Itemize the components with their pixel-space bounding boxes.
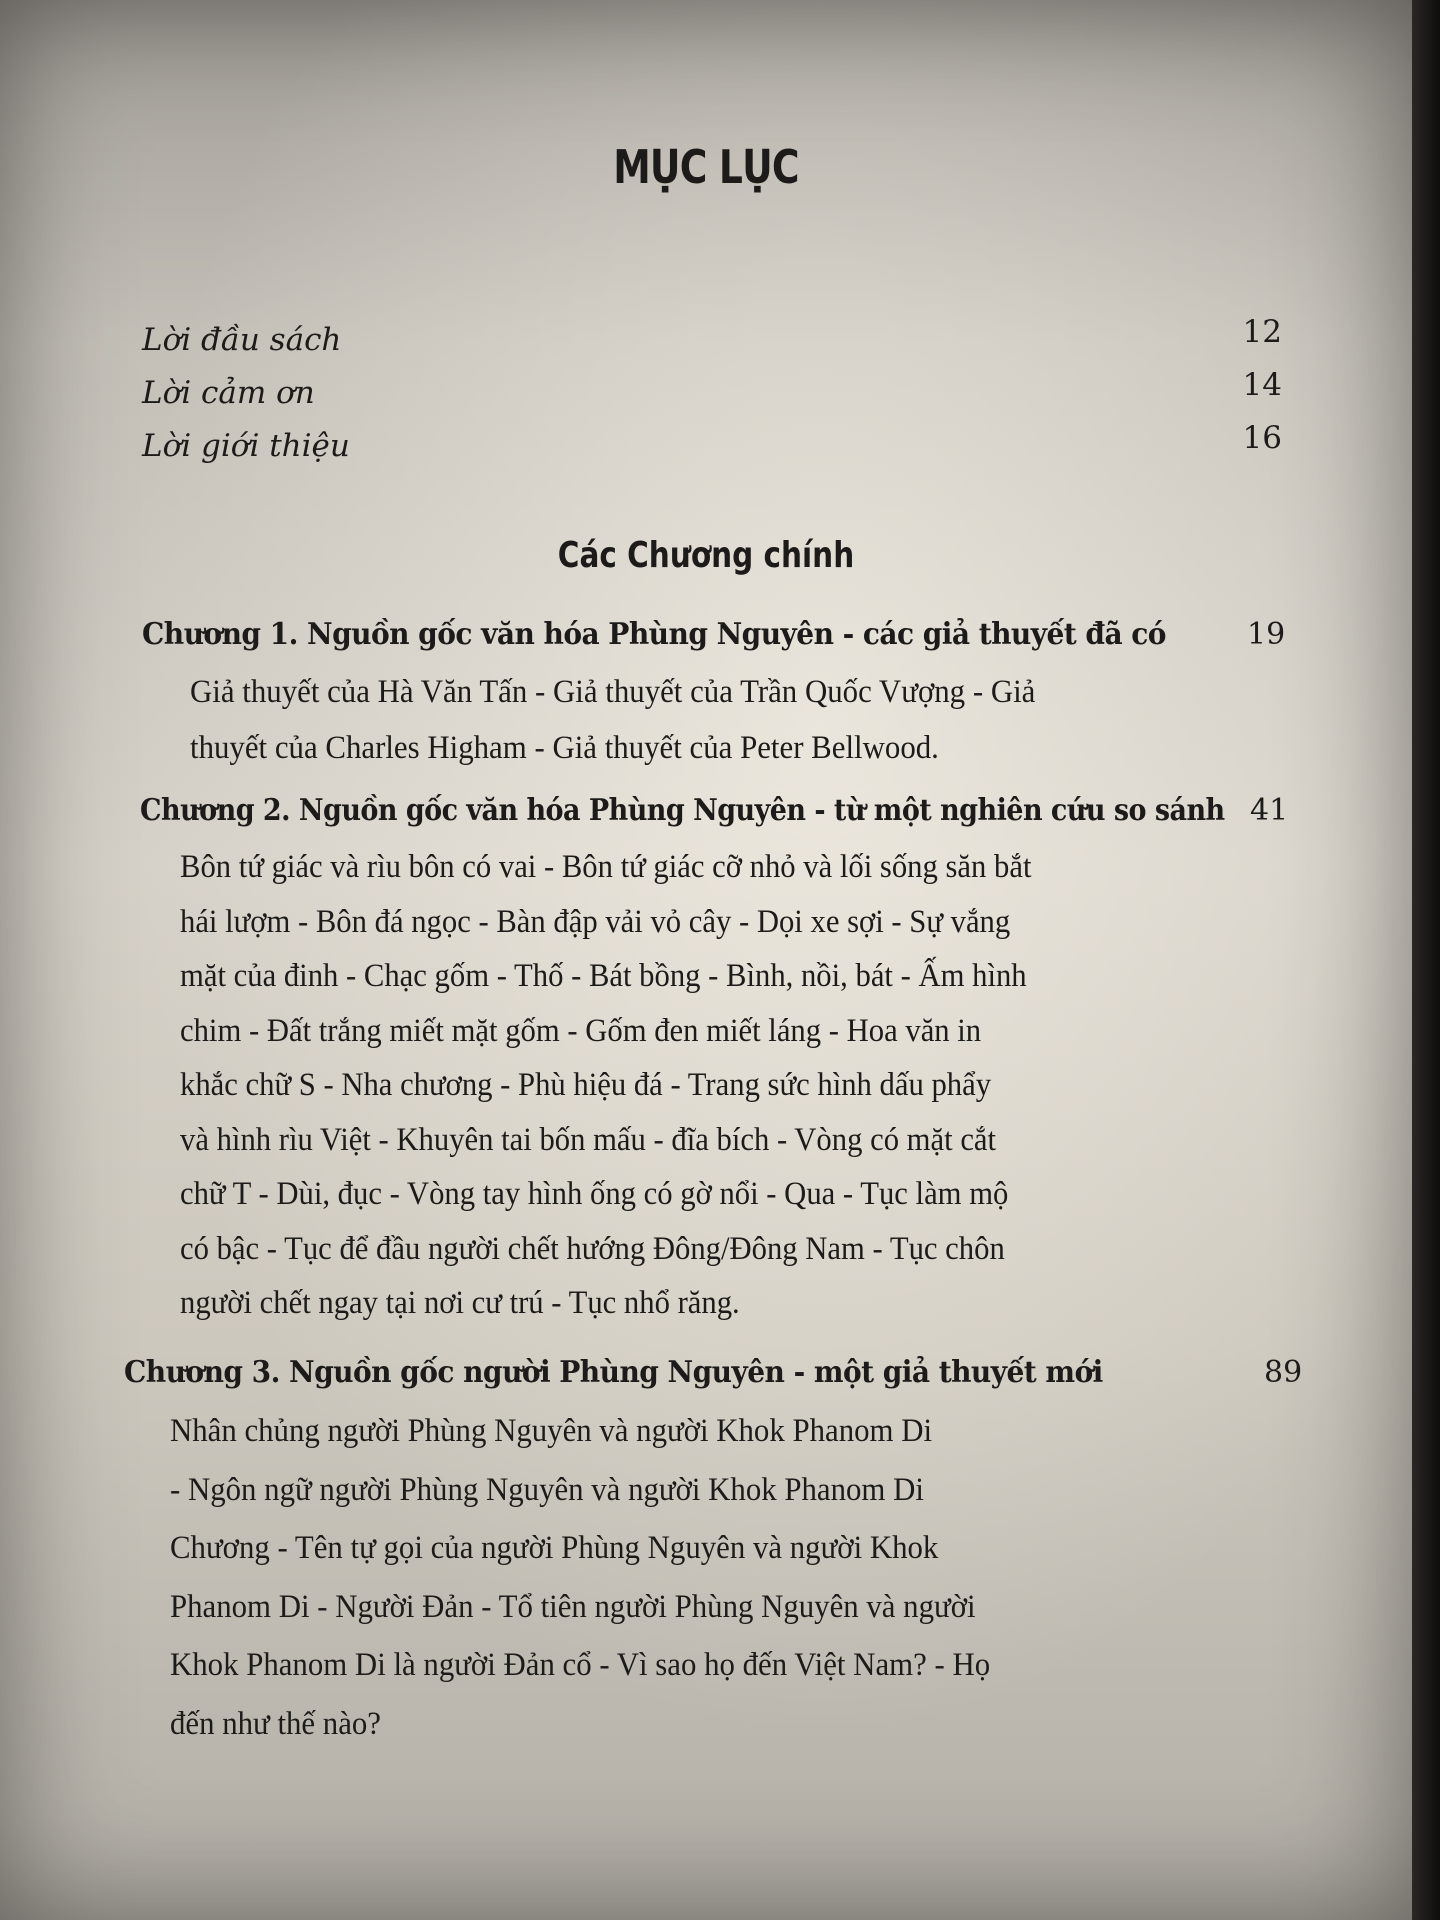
description-line: chim - Đất trắng miết mặt gốm - Gốm đen miết láng - Hoa văn in: [180, 1012, 982, 1049]
front-matter-label: Lời giới thiệu: [142, 428, 350, 464]
description-line: có bậc - Tục để đầu người chết hướng Đông/Đông Nam - Tục chôn: [180, 1230, 1005, 1267]
front-matter-page: 14: [1242, 367, 1282, 403]
description-line: hái lượm - Bôn đá ngọc - Bàn đập vải vỏ cây - Dọi xe sợi - Sự vắng: [180, 903, 1011, 940]
chapter-title: Chương 2. Nguồn gốc văn hóa Phùng Nguyên - từ một nghiên cứu so sánh: [140, 793, 1225, 828]
front-matter-label: Lời đầu sách: [142, 322, 342, 358]
description-line: Giả thuyết của Hà Văn Tấn - Giả thuyết của Trần Quốc Vượng - Giả: [190, 674, 1036, 710]
chapter-page-number: 41: [1250, 793, 1289, 828]
front-matter-item: [142, 367, 1282, 411]
description-line: chữ T - Dùi, đục - Vòng tay hình ống có gờ nổi - Qua - Tục làm mộ: [180, 1176, 1009, 1212]
chapter-page-number: 89: [1264, 1355, 1303, 1390]
description-line: Khok Phanom Di là người Đản cổ - Vì sao họ đến Việt Nam? - Họ: [170, 1647, 991, 1683]
toc-title: MỤC LỤC: [613, 140, 799, 194]
description-line: khắc chữ S - Nha chương - Phù hiệu đá - Trang sức hình dấu phẩy: [180, 1067, 992, 1103]
chapter-entry: [142, 617, 1302, 776]
description-line: Nhân chủng người Phùng Nguyên và người Khok Phanom Di: [170, 1413, 933, 1449]
description-line: người chết ngay tại nơi cư trú - Tục nhổ răng.: [180, 1285, 740, 1321]
chapter-entry: [124, 1355, 1303, 1753]
description-line: - Ngôn ngữ người Phùng Nguyên và người Khok Phanom Di: [170, 1471, 924, 1508]
front-matter-item: [142, 420, 1282, 464]
description-line: Phanom Di - Người Đản - Tổ tiên người Phùng Nguyên và người: [170, 1588, 976, 1625]
chapter-title: Chương 3. Nguồn gốc người Phùng Nguyên - một giả thuyết mới: [124, 1355, 1103, 1390]
chapter-description: [140, 840, 1300, 1331]
description-line: đến như thế nào?: [170, 1705, 381, 1742]
chapter-description: [142, 664, 1302, 776]
chapter-page-number: 19: [1247, 617, 1286, 652]
description-line: mặt của đinh - Chạc gốm - Thố - Bát bồng - Bình, nồi, bát - Ấm hình: [180, 958, 1027, 994]
page-edge-shadow: [1412, 0, 1440, 1920]
front-matter-page: 12: [1242, 314, 1282, 350]
description-line: Chương - Tên tự gọi của người Phùng Nguyên và người Khok: [170, 1530, 939, 1566]
description-line: Bôn tứ giác và rìu bôn có vai - Bôn tứ giác cỡ nhỏ và lối sống săn bắt: [180, 849, 1032, 885]
chapter-entry: [140, 793, 1300, 1331]
front-matter-item: [142, 314, 1282, 358]
description-line: và hình rìu Việt - Khuyên tai bốn mấu - đĩa bích - Vòng có mặt cắt: [180, 1121, 997, 1158]
chapter-description: [124, 1402, 1284, 1753]
front-matter-page: 16: [1242, 420, 1282, 456]
section-heading: Các Chương chính: [557, 535, 855, 576]
front-matter-label: Lời cảm ơn: [142, 375, 315, 411]
description-line: thuyết của Charles Higham - Giả thuyết của Peter Bellwood.: [190, 730, 939, 766]
chapter-title: Chương 1. Nguồn gốc văn hóa Phùng Nguyên - các giả thuyết đã có: [142, 617, 1166, 652]
